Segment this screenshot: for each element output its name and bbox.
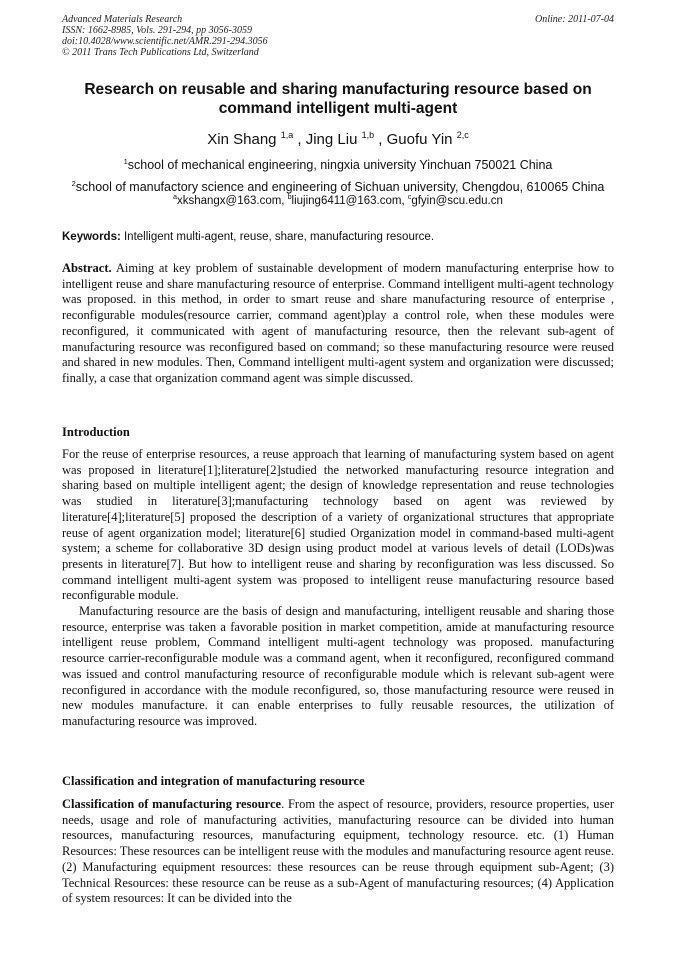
issn-line: ISSN: 1662-8985, Vols. 291-294, pp 3056-3059	[62, 25, 252, 36]
classification-body	[62, 797, 614, 907]
title-line-1: Research on reusable and sharing manufacturing resource based on	[84, 81, 592, 98]
affiliation-mark: 2	[71, 178, 76, 188]
intro-paragraph-1: For the reuse of enterprise resources, a reuse approach that learning of manufacturing system based on agent was proposed in literature[1];literature[2]studied the networked manufacturing resource integration and sharing based on multiple intelligent agent; the design of knowledge representation and reuse technologies was studied in literature[3];manufacturing technology based on agent was reviewed by literature[4];literature[5] proposed the description of a variety of organizational structures that appropriate reuse of agent organization model; literature[6] studied Organization model in command-based multi-agent system; a scheme for collaborative 3D design using product model at various levels of detail (LODs)was presents in literature[7]. But how to intelligent reuse and sharing by reconfiguration was less discussed. So command intelligent multi-agent system was proposed to intelligent reuse manufacturing resource based reconfigurable module.	[62, 447, 614, 603]
introduction-heading: Introduction	[62, 425, 130, 439]
abstract-text: Aiming at key problem of sustainable development of modern manufacturing enterprise how to intelligent reuse and share manufacturing resource of enterprise. Command intelligent multi-agent technology was proposed. in this method, in order to smart reuse and share manufacturing resource of enterprise , reconfigurable modules(resource carrier, command agent)play a control role, when these modules were reconfigured, it communicated with agent of manufacturing resource, then the relevant sub-agent of manufacturing resource was reconfigured based on command; so these manufacturing resource were reused and shared in new modules. Then, Command intelligent multi-agent system and organization were discussed; finally, a case that organization command agent was simple discussed.	[62, 261, 614, 385]
affiliation-text: school of mechanical engineering, ningxia university Yinchuan 750021 China	[127, 158, 553, 172]
classification-heading: Classification and integration of manufacturing resource	[62, 774, 365, 788]
affiliation-mark: 1	[123, 156, 128, 166]
email-text: xkshangx@163.com,	[176, 195, 288, 207]
author-affiliation-mark: 2,c	[456, 130, 469, 140]
abstract-label: Abstract.	[62, 261, 112, 275]
journal-name: Advanced Materials Research	[62, 14, 183, 25]
affiliation-1	[62, 158, 614, 173]
affiliation-text: school of manufactory science and engineering of Sichuan university, Chengdou, 610065 China	[75, 180, 605, 194]
email-mark: a	[173, 194, 177, 202]
classification-subheading: Classification of manufacturing resource	[62, 797, 282, 811]
paper-title	[62, 80, 614, 118]
author-name: Guofu Yin	[386, 131, 457, 148]
doi-line: doi:10.4028/www.scientific.net/AMR.291-294.3056	[62, 36, 268, 47]
keywords-line	[62, 230, 614, 244]
classification-text: . From the aspect of resource, providers, resource properties, user needs, usage and role of manufacturing activities, manufacturing resource can be divided into human resources, manufacturing resources, manufacturing equipment, technology resource. etc. (1) Human Resources: These resources can be intelligent reuse with the modules and manufacturing resource agent reuse. (2) Manufacturing equipment resources: these resources can be reuse through equipment sub-Agent; (3) Technical Resources: these resource can be reuse as a sub-Agent of manufacturing resources; (4) Application of system resources: It can be divided into the	[62, 797, 614, 906]
email-text: liujing6411@163.com,	[291, 195, 408, 207]
author-name: Jing Liu	[305, 131, 362, 148]
online-date: Online: 2011-07-04	[535, 14, 614, 25]
author-emails	[62, 194, 614, 208]
author-affiliation-mark: 1,b	[361, 130, 375, 140]
copyright-line: © 2011 Trans Tech Publications Ltd, Switzerland	[62, 47, 259, 58]
email-mark: c	[407, 194, 412, 202]
keywords-label: Keywords:	[62, 231, 121, 243]
email-mark: b	[287, 194, 292, 202]
author-separator: ,	[374, 131, 387, 148]
journal-header	[62, 14, 614, 58]
keywords-text: Intelligent multi-agent, reuse, share, manufacturing resource.	[120, 231, 435, 243]
author-list	[62, 131, 614, 149]
affiliation-2	[62, 180, 614, 195]
introduction-body	[62, 447, 614, 730]
abstract	[62, 261, 614, 387]
author-name: Xin Shang	[207, 131, 281, 148]
title-line-2: command intelligent multi-agent	[218, 100, 458, 117]
author-separator: ,	[293, 131, 306, 148]
intro-paragraph-2: Manufacturing resource are the basis of design and manufacturing, intelligent reusable and sharing those resource, enterprise was taken a favorable position in market competition, amide at manufacturing resource intelligent reuse problem, Command intelligent multi-agent technology was proposed. manufacturing resource carrier-reconfigurable module was a command agent, when it reconfigured, reconfigured command was issued and control manufacturing resource of reconfigurable module which is relevant sub-agent were reconfigured in accordance with the module reconfigured, so, those manufacturing resource were reused in new modules manufacture. it can enable enterprises to fully reusable resources, the utilization of manufacturing resource was improved.	[62, 604, 614, 728]
author-affiliation-mark: 1,a	[280, 130, 294, 140]
email-text: gfyin@scu.edu.cn	[411, 195, 503, 207]
